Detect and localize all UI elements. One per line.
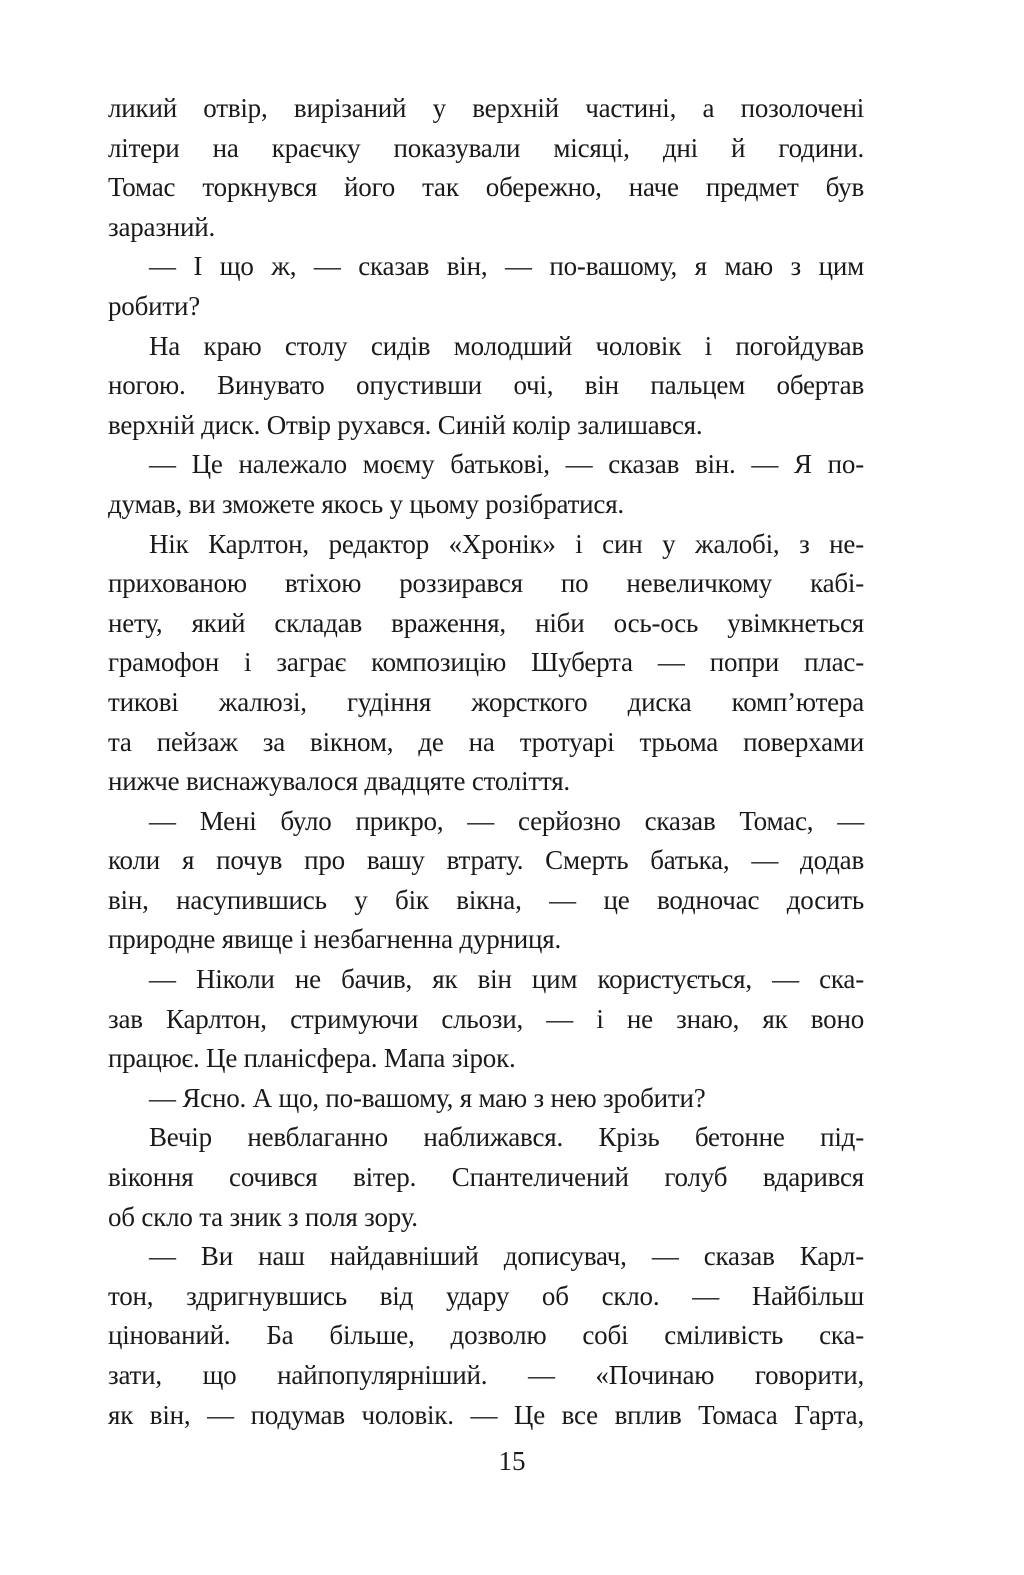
- text-line: Томас торкнувся його так обережно, наче предмет був: [108, 172, 864, 203]
- text-line: заразний.: [108, 211, 216, 242]
- text-line: як він, — подумав чоловік. — Це все вплив Томаса Гарта,: [108, 1399, 864, 1430]
- text-line: верхній диск. Отвір рухався. Синій колір залишався.: [108, 409, 703, 440]
- paragraph-first-line: — Ви наш найдавніший дописувач, — сказав Карл-: [149, 1241, 864, 1272]
- text-line: коли я почув про вашу втрату. Смерть батька, — додав: [108, 845, 864, 876]
- text-line: цінований. Ба більше, дозволю собі сміливість ска-: [108, 1320, 864, 1351]
- page-number: 15: [498, 1446, 526, 1476]
- text-line: прихованою втіхою роззирався по невеличкому кабі-: [108, 568, 864, 599]
- paragraph-first-line: — Це належало моєму батькові, — сказав він. — Я по-: [149, 449, 864, 480]
- text-line: ногою. Винувато опустивши очі, він пальцем обертав: [108, 370, 864, 401]
- paragraph-first-line: — Ясно. А що, по-вашому, я маю з нею зробити?: [149, 1082, 706, 1113]
- paragraph-first-line: Вечір невблаганно наближався. Крізь бетонне під-: [149, 1122, 864, 1153]
- text-line: робити?: [108, 290, 201, 321]
- text-line: зати, що найпопулярніший. — «Починаю говорити,: [108, 1360, 864, 1390]
- text-line: віконня сочився вітер. Спантеличений голуб вдарився: [108, 1162, 864, 1193]
- paragraph-first-line: — Ніколи не бачив, як він цим користується, — ска-: [149, 964, 864, 995]
- text-line: він, насупившись у бік вікна, — це водночас досить: [108, 884, 864, 915]
- text-line: об скло та зник з поля зору.: [108, 1201, 418, 1232]
- text-line: зав Карлтон, стримуючи сльози, — і не знаю, як воно: [108, 1003, 864, 1034]
- paragraph-first-line: — І що ж, — сказав він, — по-вашому, я маю з цим: [149, 251, 864, 282]
- text-line: та пейзаж за вікном, де на тротуарі трьома поверхами: [108, 726, 864, 757]
- page-body: [108, 89, 864, 1435]
- text-line: нету, який складав враження, ніби ось-ось увімкнеться: [108, 607, 864, 638]
- paragraph-first-line: — Мені було прикро, — серйозно сказав Томас, —: [149, 805, 864, 836]
- text-line: тон, здригнувшись від удару об скло. — Найбільш: [108, 1280, 864, 1311]
- paragraph-first-line: На краю столу сидів молодший чоловік і погойдував: [149, 330, 864, 361]
- text-line: тикові жалюзі, гудіння жорсткого диска комп’ютера: [108, 686, 864, 717]
- text-line: природне явище і незбагненна дурниця.: [108, 924, 562, 955]
- text-line: нижче виснажувалося двадцяте століття.: [108, 766, 570, 797]
- text-line: працює. Це планісфера. Мапа зірок.: [108, 1043, 516, 1074]
- text-line: грамофон і заграє композицію Шуберта — попри плас-: [108, 647, 864, 678]
- paragraph-first-line: Нік Карлтон, редактор «Хронік» і син у жалобі, з не-: [149, 528, 864, 559]
- text-line: думав, ви зможете якось у цьому розібратися.: [108, 488, 624, 519]
- text-line: ликий отвір, вирізаний у верхній частині, а позолочені: [108, 93, 864, 123]
- text-line: літери на краєчку показували місяці, дні й години.: [108, 132, 864, 163]
